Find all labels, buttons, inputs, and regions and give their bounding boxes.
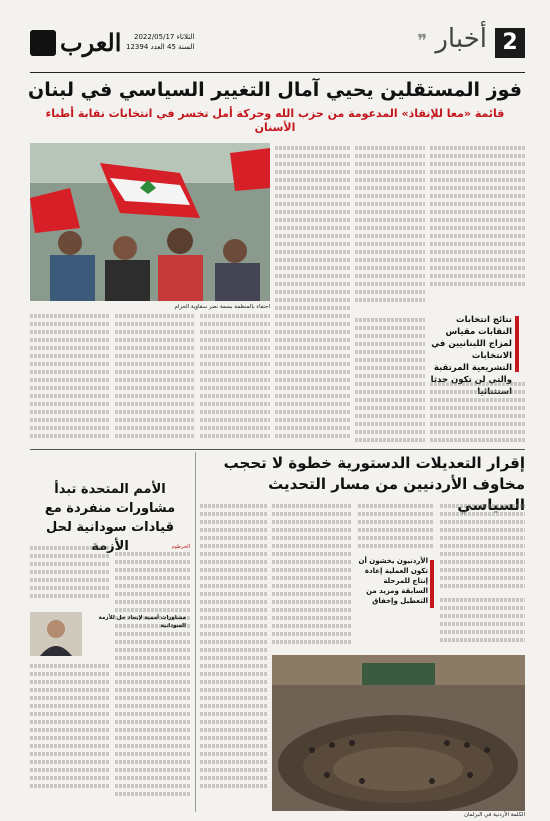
quote-icon: ❞ [417, 31, 428, 52]
issue-date: الثلاثاء 2022/05/17 [134, 33, 195, 41]
story3-column-1 [115, 552, 190, 804]
lead-column-2 [355, 146, 425, 311]
parliament-photo [272, 655, 525, 811]
parliament-photo-caption: الكلمة الأردنية في البرلمان [463, 812, 525, 818]
story3-column-2 [30, 546, 110, 608]
lead-column-1 [430, 146, 525, 296]
lead-column-5 [355, 318, 425, 446]
story2-headline: إقرار التعديلات الدستورية خطوة لا تحجب مخاوف الأردنيين من مسار التحديث السياسي [223, 454, 525, 514]
section-title: أخبار [435, 24, 487, 54]
lead-column-8 [30, 314, 110, 446]
lead-column-4 [430, 382, 525, 446]
story2-column-5 [200, 504, 268, 804]
portrait-image [30, 612, 82, 656]
column-divider [195, 452, 196, 812]
logo-mark [30, 30, 56, 56]
parliament-hall-image [272, 655, 525, 811]
lead-column-3 [275, 146, 350, 446]
story2-column-1 [440, 504, 525, 594]
story3-column-3 [30, 664, 110, 804]
author-portrait [30, 612, 82, 656]
lead-subheadline: قائمة «معا للإنقاذ» المدعومة من حزب الله وحركة أمل تخسر في انتخابات نقابة أطباء الأسنان [45, 107, 505, 134]
section-divider [30, 449, 525, 450]
story3-headline: الأمم المتحدة تبدأ مشاورات منفردة مع قيادات سودانية لحل الأزمة [44, 482, 176, 554]
lead-pullquote: نتائج انتخابات النقابات مقياس لمزاج اللبنانيين في الانتخابات التشريعية المرتقبة والتي لن تكون حدثا استثنائيا [430, 315, 512, 397]
protest-photo [30, 143, 270, 301]
section-number: 2 [495, 28, 525, 58]
header-rule [30, 72, 525, 73]
story2-column-3 [440, 598, 525, 652]
page-header [30, 24, 525, 68]
lead-column-7 [115, 314, 195, 446]
lead-photo-caption: احتفاء بالمنظمة بسمة نصر سقاوية الحزام [174, 304, 270, 310]
section-name [417, 24, 487, 54]
newspaper-logo: العرب [60, 28, 122, 57]
portrait-caption: مشاورات أممية لإيجاد حل للأزمة السودانية [98, 615, 186, 629]
story2-pullquote: الأردنيون يخشون أن تكون العملية إعادة إنتاج للمرحلة السابقة ومزيد من التعطيل وإخفاق [358, 557, 428, 605]
issue-info [126, 32, 194, 52]
pullquote-bar [515, 316, 519, 372]
story2-column-4 [272, 504, 352, 652]
lead-photo [30, 143, 270, 301]
issue-number: السنة 45 العدد 12394 [126, 43, 195, 51]
story2-pullquote-bar [430, 560, 434, 608]
lead-column-6 [200, 314, 270, 446]
lead-headline: فوز المستقلين يحيي آمال التغيير السياسي في لبنان [28, 79, 522, 101]
story2-column-2 [358, 504, 433, 554]
story3-byline: الخرطوم [171, 544, 190, 550]
